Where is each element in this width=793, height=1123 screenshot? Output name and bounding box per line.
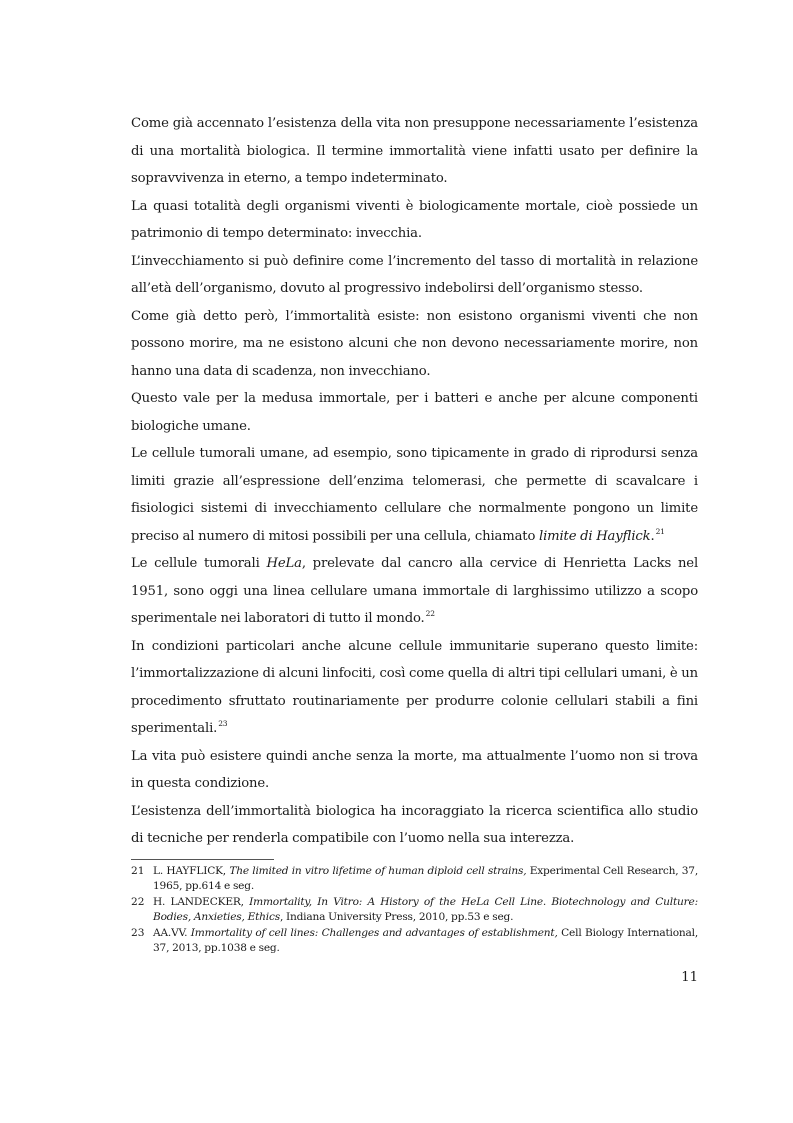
footnote-divider (131, 859, 274, 860)
paragraph-text: L’invecchiamento si può definire come l’incremento del tasso di mortalità in relazione all’età dell’organismo, dovuto al progressivo indebolirsi dell’organismo stesso. (131, 253, 698, 296)
footnote-source: , Indiana University Press, 2010, pp.53 e seg. (279, 911, 514, 923)
italic-term: limite di Hayflick (539, 528, 651, 544)
footnote-21 (131, 864, 698, 895)
page-number: 11 (681, 970, 698, 985)
paragraph-6 (131, 440, 698, 550)
footnote-author: AA.VV. (153, 926, 191, 939)
paragraph-text: In condizioni particolari anche alcune cellule immunitarie superano questo limite: l’immortalizzazione di alcuni linfociti, così come quella di altri tipi cellulari umani, è un procedimento sfruttato routinariamente per produrre colonie cellulari stabili a fini sperimentali. (131, 638, 698, 736)
footnote-22 (131, 895, 698, 926)
paragraph-text: Questo vale per la medusa immortale, per i batteri e anche per alcune componenti biologiche umane. (131, 391, 698, 434)
paragraph-7 (131, 550, 698, 633)
paragraph-1 (131, 110, 698, 193)
footnote-text (153, 926, 698, 957)
italic-term: HeLa (266, 556, 302, 571)
footnote-title: Immortality of cell lines: Challenges and advantages of establishment, (190, 926, 558, 939)
paragraph-text: . (650, 528, 655, 544)
paragraph-9 (131, 743, 698, 798)
footnote-author: H. LANDECKER, (153, 895, 250, 908)
paragraph-10 (131, 798, 698, 853)
paragraph-3 (131, 248, 698, 303)
footnote-title: Immortality, In Vitro: A History of the HeLa Cell Line. Biotechnology and Culture: Bodies, Anxieties, Ethics (153, 895, 698, 923)
footnote-23 (131, 926, 698, 957)
paragraph-text: Le cellule tumorali umane, ad esempio, sono tipicamente in grado di riprodursi senza limiti grazie all’espressione dell’enzima telomerasi, che permette di scavalcare i fisiologici sistemi di invecchiamento cellulare che normalmente pongono un limite preciso al numero di mitosi possibili per una cellula, chiamato (131, 446, 698, 544)
body-text (131, 110, 698, 853)
paragraph-text: Le cellule tumorali (131, 556, 267, 571)
paragraph-4 (131, 303, 698, 386)
footnote-text (153, 895, 698, 926)
footnote-ref[interactable]: 22 (425, 609, 435, 618)
footnote-ref[interactable]: 23 (218, 719, 228, 728)
footnote-source: Cell Biology International, 37, 2013, pp.1038 e seg. (153, 926, 699, 954)
paragraph-text: La vita può esistere quindi anche senza la morte, ma attualmente l’uomo non si trova in questa condizione. (131, 748, 698, 791)
footnote-number: 23 (131, 926, 145, 939)
page (131, 110, 699, 985)
paragraph-text: L’esistenza dell’immortalità biologica ha incoraggiato la ricerca scientifica allo studio di tecniche per renderla compatibile con l’uomo nella sua interezza. (131, 803, 698, 846)
footnote-ref[interactable]: 21 (655, 526, 665, 536)
footnote-text (153, 864, 698, 895)
footnote-author: L. HAYFLICK, (153, 864, 230, 877)
footnote-title: The limited in vitro lifetime of human diploid cell strains, (229, 864, 527, 877)
footnotes (131, 864, 698, 957)
paragraph-8 (131, 633, 698, 743)
paragraph-text: Come già accennato l’esistenza della vita non presuppone necessariamente l’esistenza di una mortalità biologica. Il termine immortalità viene infatti usato per definire la sopravvivenza in eterno, a tempo indeterminato. (131, 116, 698, 186)
footnote-number: 21 (131, 864, 145, 877)
footnote-source: Experimental Cell Research, 37, 1965, pp.614 e seg. (153, 864, 698, 892)
paragraph-2 (131, 193, 698, 248)
paragraph-5 (131, 385, 698, 440)
footnote-number: 22 (131, 895, 145, 908)
paragraph-text: La quasi totalità degli organismi viventi è biologicamente mortale, cioè possiede un patrimonio di tempo determinato: invecchia. (131, 198, 698, 241)
paragraph-text: , prelevate dal cancro alla cervice di Henrietta Lacks nel 1951, sono oggi una linea cellulare umana immortale di larghissimo utilizzo a scopo sperimentale nei laboratori di tutto il mondo. (131, 556, 699, 626)
paragraph-text: Come già detto però, l’immortalità esiste: non esistono organismi viventi che non possono morire, ma ne esistono alcuni che non devono necessariamente morire, non hanno una data di scadenza, non invecchiano. (131, 308, 698, 379)
